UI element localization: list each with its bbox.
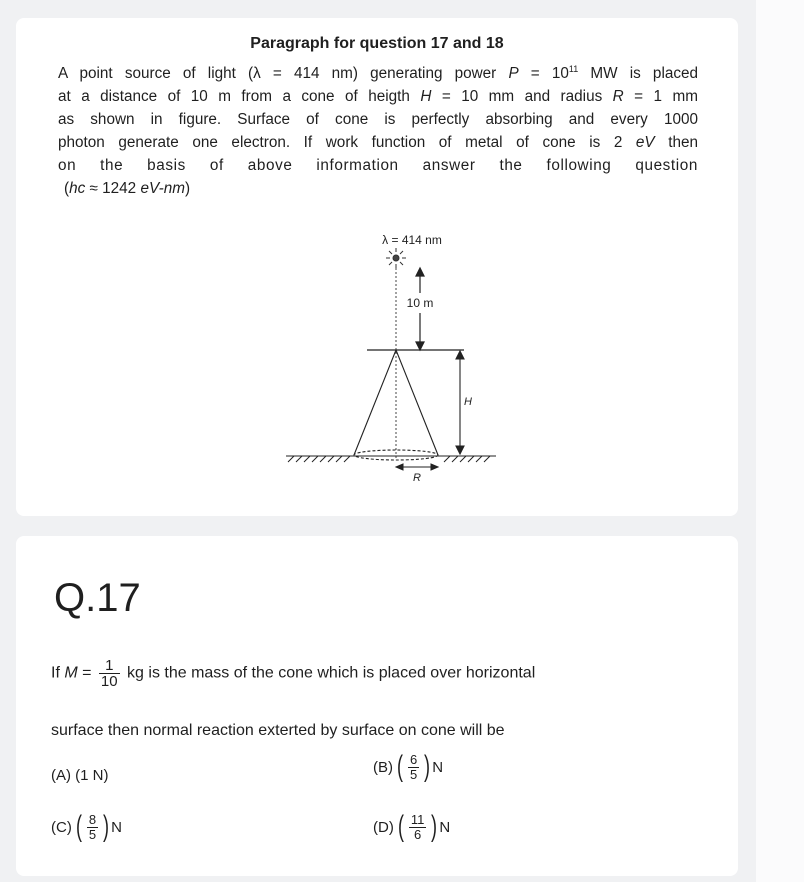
option-b-fraction: $\frac{6}{5}$ (410, 751, 418, 782)
wavelength-label: λ = 414 nm (382, 233, 442, 247)
question-line-2: surface then normal reaction exterted by surface on cone will be (51, 722, 505, 739)
paragraph-card (16, 18, 738, 516)
right-margin-strip (756, 0, 804, 882)
height-label: H (464, 396, 472, 408)
cone-light-source-figure (274, 213, 504, 493)
paragraph-title: Paragraph for question 17 and 18 (250, 35, 504, 52)
paragraph-line-6: (hc ≈ 1242 eV-nm) (64, 180, 191, 197)
option-c[interactable]: (C) ( $\frac{8}{5}$ ) N (51, 810, 122, 843)
question-number: Q.17 (54, 576, 141, 620)
option-d[interactable]: (D) ( $\frac{11}{6}$ ) N (373, 810, 451, 843)
mass-fraction: $\frac{1}{10}$ (100, 657, 118, 690)
paragraph-line-5: on the basis of above information answer the following question (58, 157, 698, 174)
radius-arrow (396, 464, 438, 470)
paragraph-line-1: A point source of light (λ = 414 nm) generating power $P = 10^{11}$ MW is placed (58, 64, 699, 82)
height-arrow (456, 351, 464, 454)
ground-surface (286, 456, 496, 462)
light-source-icon (386, 248, 406, 268)
radius-label: R (413, 472, 421, 484)
option-c-fraction: $\frac{8}{5}$ (88, 811, 97, 842)
option-a[interactable]: (A) (1 N) (51, 767, 109, 784)
paragraph-line-4: photon generate one electron. If work function of metal of cone is 2 eV then (58, 134, 698, 151)
paragraph-line-3: as shown in figure. Surface of cone is perfectly absorbing and every 1000 (58, 111, 698, 128)
option-d-fraction: $\frac{11}{6}$ (410, 811, 425, 842)
paragraph-line-2: at a distance of 10 m from a cone of heigth H = 10 mm and radius R = 1 mm (58, 88, 698, 105)
question-card (16, 536, 738, 876)
question-line-1: If M = $\frac{1}{10}$ kg is the mass of the cone which is placed over horizontal (51, 657, 536, 690)
distance-label: 10 m (406, 296, 434, 310)
option-b[interactable]: (B) ( $\frac{6}{5}$ ) N (373, 750, 444, 783)
